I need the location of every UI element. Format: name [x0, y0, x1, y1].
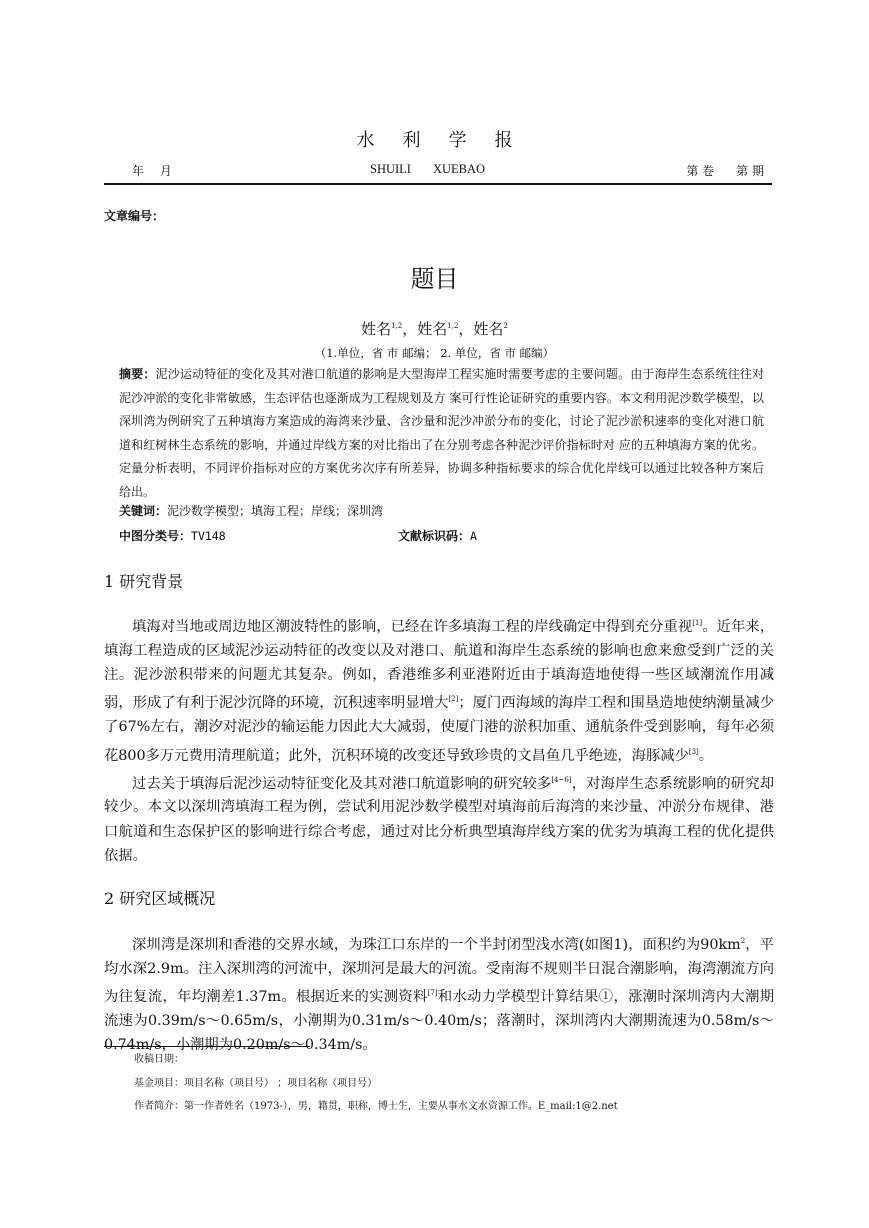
volume-label: 第 卷: [686, 164, 715, 178]
author-1: 姓名: [361, 320, 392, 338]
header-rule: [104, 183, 772, 185]
author-list: [0, 318, 869, 339]
journal-english-word-1: SHUILI: [370, 162, 411, 176]
document-code-label: 文献标识码：: [398, 529, 471, 543]
document-code-value: A: [470, 529, 477, 543]
paper-title: 题目: [410, 265, 459, 293]
section-heading-1: 1 研究背景: [104, 572, 184, 591]
text-run: 深圳湾是深圳和香港的交界水域，为珠江口东岸的一个半封闭型浅水湾(如图1)，面积约为90km: [132, 936, 741, 953]
text-run: ，对海岸生态系统影响的研究却较少。本文以深圳湾填海工程为例，尝试利用泥沙数学模型对填海前后海湾的来沙量、冲淤分布规律、港口航道和生态保护区的影响进行综合考虑，通过对比分析典型填海岸线方案的优劣为填海工程的优化提供依据。: [104, 775, 774, 864]
author-3: 姓名: [473, 320, 504, 338]
clc-number: [119, 527, 226, 544]
abstract-text: 泥沙运动特征的变化及其对港口航道的影响是大型海岸工程实施时需要考虑的主要问题。由于海岸生态系统往往对泥沙冲淤的变化非常敏感，生态评估也逐渐成为工程规划及方 案可行性论证研究的重要内容。本文利用泥沙数学模型，以深圳湾为例研究了五种填海方案造成的海湾来沙量、含沙量和泥沙冲淤分布的变化，讨论了泥沙淤积速率的变化对港口航道和红树林生态系统的影响，并通过岸线方案的对比指出了在分别考虑各种泥沙评价指标时对 应的五种填海方案的优劣。定量分析表明，不同评价指标对应的方案优劣次序有所差异，协调多种指标要求的综合优化岸线可以通过比较各种方案后给出。: [119, 367, 764, 499]
section-2-body: [104, 929, 774, 1058]
citation: [3]: [688, 747, 699, 756]
running-header: [104, 162, 772, 182]
paragraph: [104, 611, 774, 768]
author-1-affil: 1,2: [391, 322, 403, 330]
keywords: [119, 502, 383, 519]
author-2: 姓名: [417, 320, 448, 338]
section-1-body: [104, 611, 774, 868]
paragraph: [104, 768, 774, 869]
superscript: 2: [740, 937, 746, 945]
journal-english-name: [370, 162, 485, 177]
text-run: 过去关于填海后泥沙运动特征变化及其对港口航道影响的研究较多: [132, 775, 552, 792]
abstract-label: 摘要：: [119, 367, 156, 381]
journal-english-word-2: XUEBAO: [432, 162, 486, 176]
text-run: 。: [698, 747, 714, 764]
clc-value: TV148: [191, 529, 226, 543]
volume-issue: [686, 162, 764, 179]
footnote-author-bio: 作者简介：第一作者姓名（1973-），男，籍贯，职称，博士生，主要从事水文水资源工作。E_mail:1@2.net: [134, 1101, 618, 1112]
text-run: ；厦门西海域的海岸工程和围垦造地使纳潮量减少了67%左右，潮汐对泥沙的输运能力因此大大减弱，使厦门港的淤积加重、通航条件受到影响，每年必须花800多万元费用清理航道；此外，沉积环境的改变还导致珍贵的文昌鱼几乎绝迹，海豚减少: [104, 695, 775, 764]
footnote-received: 收稿日期：: [134, 1054, 184, 1065]
footnote-fund: 基金项目：项目名称（项目号） ；项目名称（项目号）: [134, 1078, 378, 1089]
abstract: [119, 363, 764, 504]
citation: [2]: [448, 695, 459, 704]
affiliations: （1.单位，省 市 邮编； 2. 单位，省 市 邮编）: [314, 346, 555, 360]
text-run: ，平均水深2.9m。注入深圳湾的河流中，深圳河是最大的河流。受南海不规则半日混合潮影响，海湾潮流方向为往复流，年均潮差1.37m。根据近来的实测资料: [104, 936, 775, 1005]
issue-year-month: 年 月: [132, 164, 178, 178]
author-separator: ，: [402, 320, 418, 338]
keywords-label: 关键词：: [119, 504, 168, 518]
text-run: 。近年来，填海工程造成的区域泥沙运动特征的改变以及对港口、航道和海岸生态系统的影响也愈来愈受到广泛的关注。泥沙淤积带来的问题尤其复杂。例如，香港维多利亚港附近由于填海造地使得一些区域潮流作用减弱，形成了有利于泥沙沉降的环境，沉积速率明显增大: [104, 618, 774, 712]
author-2-affil: 1,2: [447, 322, 459, 330]
clc-label: 中图分类号：: [119, 529, 192, 543]
keywords-text: 泥沙数学模型；填海工程；岸线；深圳湾: [167, 504, 384, 518]
article-number-label: 文章编号：: [104, 209, 165, 223]
citation: [7]: [427, 989, 438, 998]
citation: [1]: [692, 619, 703, 627]
paragraph: [104, 929, 774, 1058]
text-run: 填海对当地或周边地区潮波特性的影响，已经在许多填海工程的岸线确定中得到充分重视: [132, 618, 693, 635]
author-separator: ，: [458, 320, 474, 338]
journal-title: 水利学报: [356, 130, 541, 151]
issue-label: 第 期: [736, 164, 764, 178]
text-run: 和水动力学模型计算结果①，涨潮时深圳湾内大潮期流速为0.39m/s～0.65m/s，小潮期为0.31m/s～0.40m/s；落潮时，深圳湾内大潮期流速为0.58m/s～0.74m/s，小潮期为0.20m/s～0.34m/s。: [104, 988, 775, 1054]
section-heading-2: 2 研究区域概况: [104, 889, 216, 908]
author-3-affil: 2: [503, 322, 508, 330]
footnote-rule: [104, 1046, 310, 1047]
document-code: [398, 527, 477, 544]
citation: [4~6]: [551, 775, 572, 784]
